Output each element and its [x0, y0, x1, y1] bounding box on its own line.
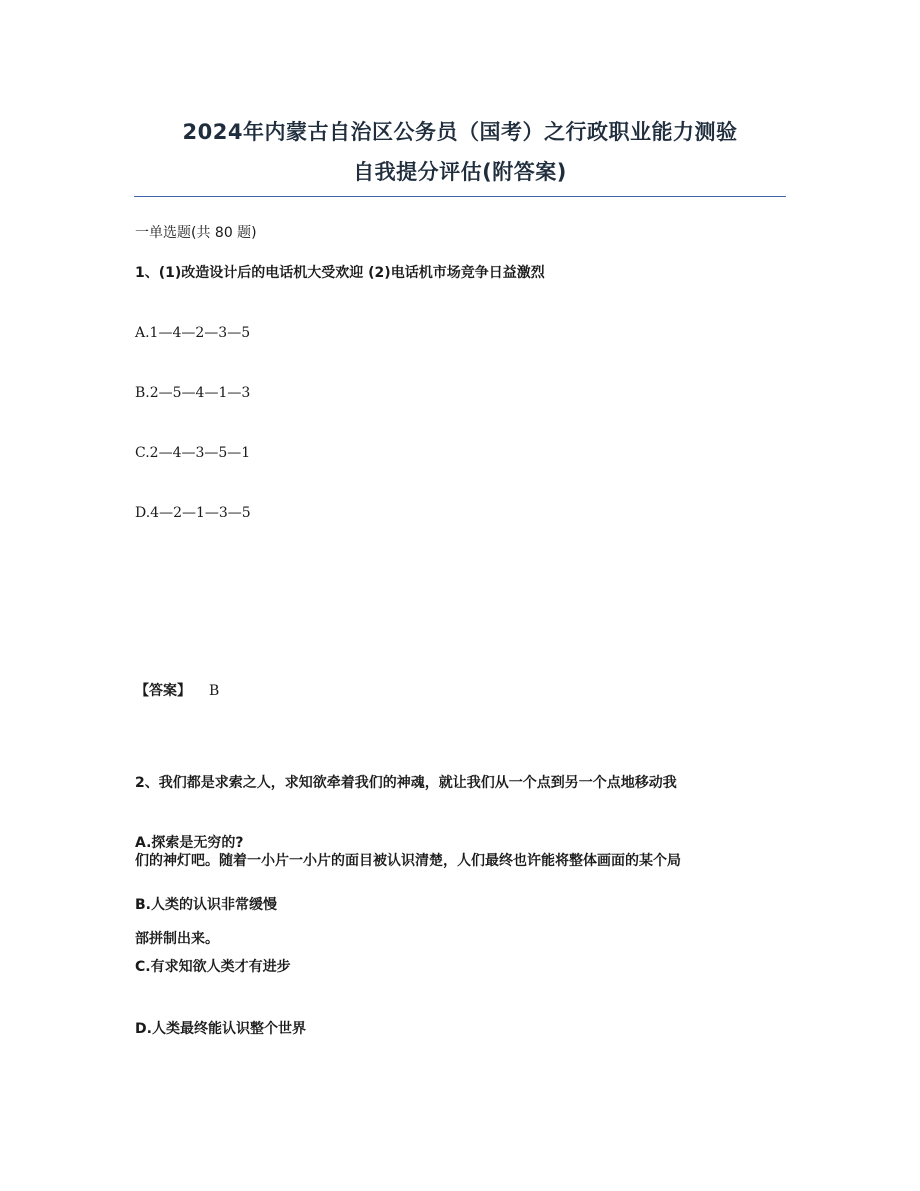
question-2-option-c: C.有求知欲人类才有进步	[135, 959, 291, 975]
question-2-option-b: B.人类的认识非常缓慢	[135, 897, 277, 913]
title-line-1: 2024年内蒙古自治区公务员（国考）之行政职业能力测验	[182, 120, 738, 144]
question-1-answer	[135, 680, 785, 702]
question-2-option-a: A.探索是无穷的?	[135, 835, 244, 851]
question-2-stem-line-1: 2、我们都是求索之人，求知欲牵着我们的神魂，就让我们从一个点到另一个点地移动我	[135, 775, 677, 791]
title-divider	[134, 196, 786, 197]
question-1-option-a: A.1—4—2—3—5	[135, 325, 251, 341]
question-2-stem-line-2: 们的神灯吧。随着一小片一小片的面目被认识清楚，人们最终也许能将整体画面的某个局	[135, 853, 681, 869]
question-1-stem: 1、(1)改造设计后的电话机大受欢迎 (2)电话机市场竞争日益激烈	[135, 265, 545, 281]
question-1-option-c: C.2—4—3—5—1	[135, 445, 251, 461]
document-title	[134, 112, 786, 192]
question-2-option-d: D.人类最终能认识整个世界	[135, 1021, 306, 1037]
question-2-stem-line-3: 部拼制出来。	[135, 931, 219, 947]
title-line-2: 自我提分评估(附答案)	[353, 160, 567, 184]
answer-value: B	[209, 683, 220, 699]
question-1-option-b: B.2—5—4—1—3	[135, 385, 251, 401]
answer-label: 【答案】	[135, 683, 191, 699]
question-1-option-d: D.4—2—1—3—5	[135, 505, 251, 521]
section-heading: 一单选题(共 80 题)	[135, 225, 257, 241]
